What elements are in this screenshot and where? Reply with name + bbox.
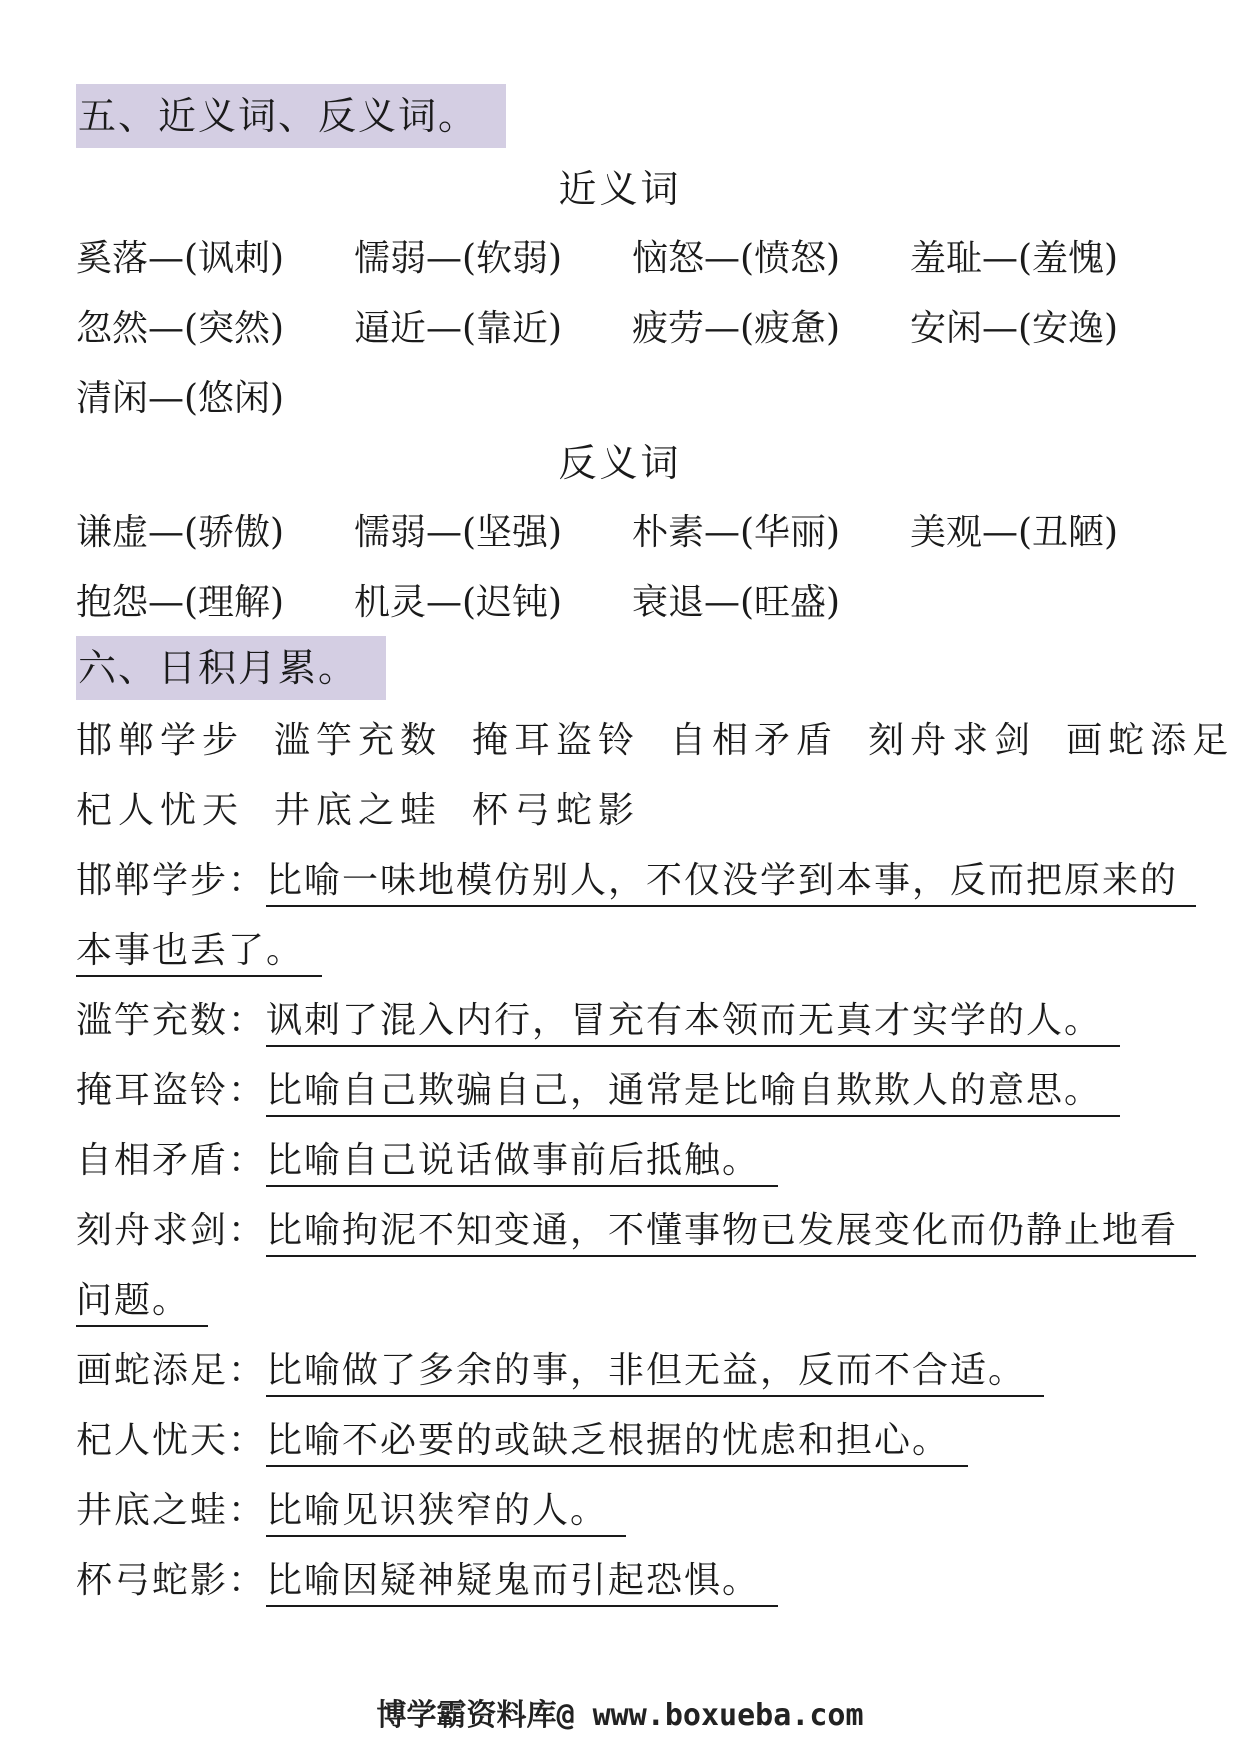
idiom-term: 掩耳盗铃 — [76, 1070, 229, 1111]
idiom-term: 井底之蛙 — [76, 1490, 229, 1531]
colon: ： — [228, 860, 267, 901]
antonym-pair: 衰退—(旺盛) — [632, 582, 841, 623]
idiom-definition — [76, 852, 1196, 907]
idiom-meaning: 比喻因疑神疑鬼而引起恐惧。 — [266, 1552, 778, 1607]
idiom-meaning: 比喻自己说话做事前后抵触。 — [266, 1132, 778, 1187]
section-6-heading: 六、日积月累。 — [76, 636, 386, 700]
idiom-definition — [76, 1482, 626, 1537]
idiom-meaning: 比喻自己欺骗自己，通常是比喻自欺欺人的意思。 — [266, 1062, 1120, 1117]
synonym-pair: 逼近—(靠近) — [354, 308, 563, 349]
idiom-definition — [76, 1202, 1196, 1257]
idiom-meaning: 问题。 — [76, 1272, 208, 1327]
colon: ： — [228, 1140, 267, 1181]
idiom-term: 画蛇添足 — [76, 1350, 229, 1391]
idiom-meaning: 比喻不必要的或缺乏根据的忧虑和担心。 — [266, 1412, 968, 1467]
synonym-pair: 安闲—(安逸) — [910, 308, 1119, 349]
idiom-meaning: 比喻拘泥不知变通，不懂事物已发展变化而仍静止地看 — [266, 1202, 1196, 1257]
idiom-term: 邯郸学步 — [76, 860, 229, 901]
colon: ： — [228, 1070, 267, 1111]
colon: ： — [228, 1490, 267, 1531]
idiom-definition-continued — [76, 922, 322, 977]
antonym-pair: 朴素—(华丽) — [632, 512, 841, 553]
idiom-list-item: 滥竽充数 — [274, 720, 443, 761]
idiom-list-item: 杞人忧天 — [76, 790, 245, 831]
idiom-term: 杯弓蛇影 — [76, 1560, 229, 1601]
synonym-pair: 懦弱—(软弱) — [354, 238, 563, 279]
idiom-definition — [76, 1412, 968, 1467]
idiom-term: 自相矛盾 — [76, 1140, 229, 1181]
colon: ： — [228, 1350, 267, 1391]
antonym-pair: 机灵—(迟钝) — [354, 582, 563, 623]
synonym-pair: 忽然—(突然) — [76, 308, 285, 349]
idiom-term: 杞人忧天 — [76, 1420, 229, 1461]
idiom-list-item: 画蛇添足 — [1066, 720, 1235, 761]
colon: ： — [228, 1000, 267, 1041]
idiom-meaning: 讽刺了混入内行，冒充有本领而无真才实学的人。 — [266, 992, 1120, 1047]
antonym-pair: 懦弱—(坚强) — [354, 512, 563, 553]
idiom-list-item: 井底之蛙 — [274, 790, 443, 831]
idiom-term: 刻舟求剑 — [76, 1210, 229, 1251]
idiom-meaning: 比喻见识狭窄的人。 — [266, 1482, 626, 1537]
idiom-meaning: 比喻做了多余的事，非但无益，反而不合适。 — [266, 1342, 1044, 1397]
synonym-pair: 清闲—(悠闲) — [76, 378, 285, 419]
antonym-pair: 抱怨—(理解) — [76, 582, 285, 623]
antonyms-title: 反义词 — [558, 441, 682, 485]
idiom-definition — [76, 1062, 1120, 1117]
idiom-definition — [76, 1552, 778, 1607]
synonym-pair: 奚落—(讽刺) — [76, 238, 285, 279]
idiom-list-row — [76, 712, 1240, 763]
idiom-term: 滥竽充数 — [76, 1000, 229, 1041]
idiom-list-item: 杯弓蛇影 — [472, 790, 641, 831]
antonym-pair: 美观—(丑陋) — [910, 512, 1119, 553]
idiom-list-item: 邯郸学步 — [76, 720, 245, 761]
synonyms-title: 近义词 — [558, 167, 682, 211]
idiom-definition — [76, 1132, 778, 1187]
footer-watermark: 博学霸资料库@ www.boxueba.com — [376, 1698, 864, 1733]
section-5-heading: 五、近义词、反义词。 — [76, 84, 506, 148]
colon: ： — [228, 1560, 267, 1601]
idiom-list-row — [76, 782, 670, 833]
synonym-pair: 羞耻—(羞愧) — [910, 238, 1119, 279]
idiom-list-item: 掩耳盗铃 — [472, 720, 641, 761]
idiom-definition — [76, 992, 1120, 1047]
colon: ： — [228, 1210, 267, 1251]
idiom-definition-continued — [76, 1272, 208, 1327]
idiom-definition — [76, 1342, 1044, 1397]
antonym-pair: 谦虚—(骄傲) — [76, 512, 285, 553]
idiom-list-item: 刻舟求剑 — [868, 720, 1037, 761]
idiom-meaning: 本事也丢了。 — [76, 922, 322, 977]
idiom-meaning: 比喻一味地模仿别人，不仅没学到本事，反而把原来的 — [266, 852, 1196, 907]
idiom-list-item: 自相矛盾 — [670, 720, 839, 761]
colon: ： — [228, 1420, 267, 1461]
synonym-pair: 恼怒—(愤怒) — [632, 238, 841, 279]
synonym-pair: 疲劳—(疲惫) — [632, 308, 841, 349]
